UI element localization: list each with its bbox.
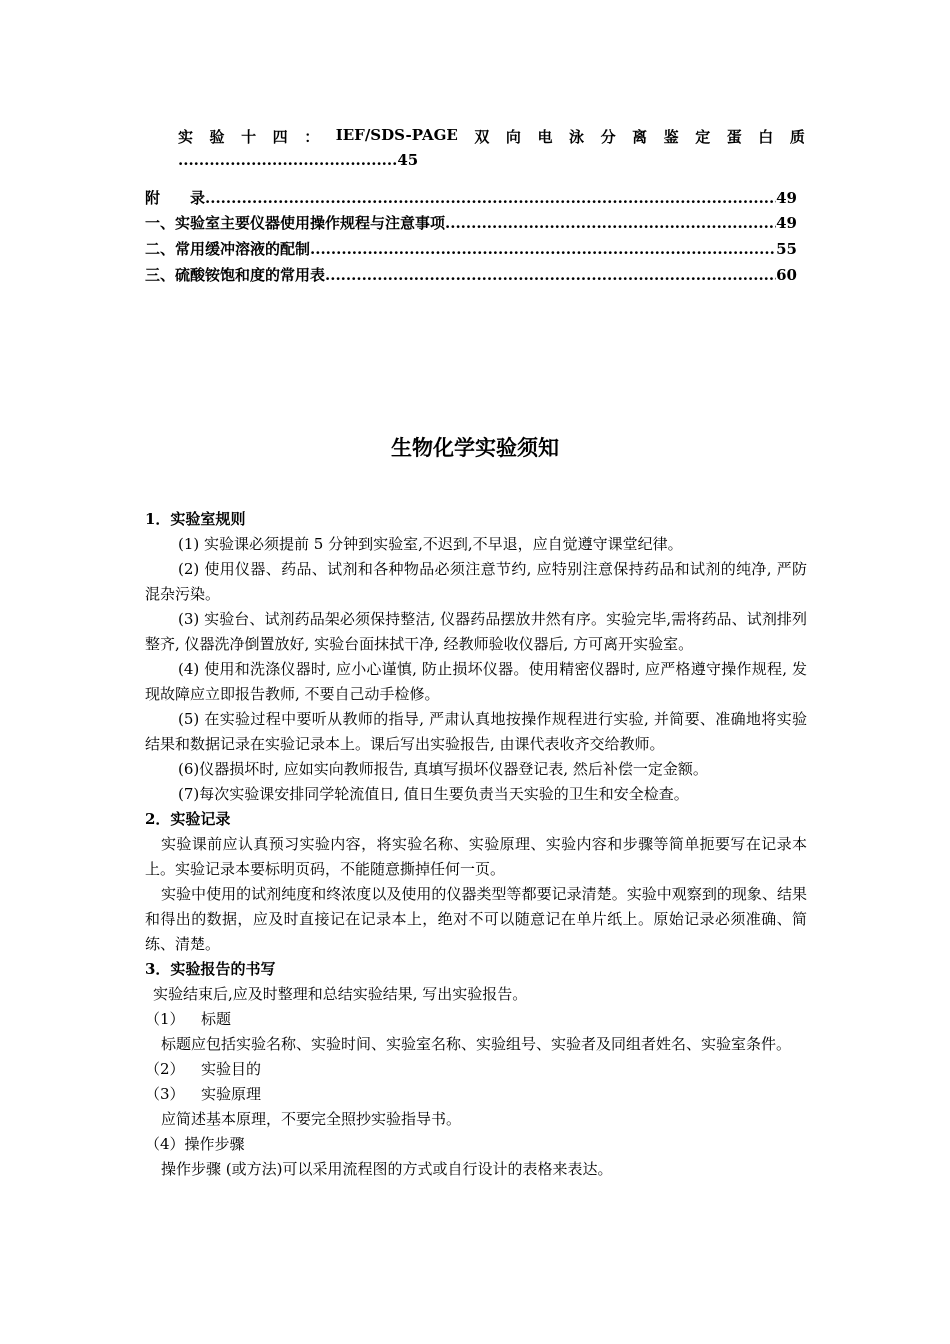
toc-title: 三、硫酸铵饱和度的常用表 — [145, 266, 326, 284]
toc-char: 分 — [600, 128, 616, 146]
toc-entry-exp14[interactable] — [178, 126, 805, 147]
toc-char: 实 — [178, 128, 194, 146]
toc-entry-appendix[interactable] — [145, 187, 797, 208]
toc-title: 一、实验室主要仪器使用操作规程与注意事项 — [145, 214, 446, 232]
item-label: 操作步骤 — [184, 1135, 245, 1153]
toc-char: 四 — [272, 128, 288, 146]
item-number: （1） — [145, 1010, 185, 1028]
toc-char: 鉴 — [663, 128, 679, 146]
toc-dots — [310, 240, 776, 258]
paragraph: (1) 实验课必须提前 5 分钟到实验室,不迟到,不早退，应自觉遵守课堂纪律。 — [178, 535, 683, 553]
toc-entry-buffers[interactable] — [145, 238, 797, 259]
item-number: （2） — [145, 1060, 185, 1078]
report-item — [145, 1057, 807, 1082]
section-heading: 2．实验记录 — [145, 810, 231, 828]
page-title: 生物化学实验须知 — [391, 435, 559, 460]
toc-title: 附 录 — [145, 189, 206, 207]
toc-char: 向 — [505, 128, 521, 146]
report-item — [145, 1082, 807, 1107]
paragraph: (6)仪器损坏时, 应如实向教师报告, 真填写损坏仪器登记表, 然后补偿一定金额。 — [178, 760, 708, 778]
paragraph: 应简述基本原理，不要完全照抄实验指导书。 — [161, 1110, 462, 1128]
section-heading: 3．实验报告的书写 — [145, 960, 276, 978]
toc-char: 定 — [695, 128, 711, 146]
paragraph: (2) 使用仪器、药品、试剂和各种物品必须注意节约, 应特别注意保持药品和试剂的纯净, 严防混杂污染。 — [145, 560, 807, 603]
paragraph: (3) 实验台、试剂药品架必须保持整洁, 仪器药品摆放井然有序。实验完毕,需将药品、试剂排列整齐, 仪器洗净倒置放好, 实验台面抹拭干净, 经教师验收仪器后, 方可离开实验室。 — [145, 610, 807, 653]
toc-page-number: 49 — [776, 214, 797, 232]
paragraph: 实验中使用的试剂纯度和终浓度以及使用的仪器类型等都要记录清楚。实验中观察到的现象、结果和得出的数据，应及时直接记在记录本上，绝对不可以随意记在单片纸上。原始记录必须准确、简练、清楚。 — [145, 885, 807, 953]
report-item — [145, 1007, 807, 1032]
paragraph: (7)每次实验课安排同学轮流值日, 值日生要负责当天实验的卫生和安全检查。 — [178, 785, 689, 803]
toc-char: 泳 — [569, 128, 585, 146]
item-number: （4） — [145, 1135, 185, 1153]
toc-char: 电 — [537, 128, 553, 146]
toc-char: 验 — [209, 128, 225, 146]
toc-char: IEF/SDS-PAGE — [335, 126, 458, 144]
item-number: （3） — [145, 1085, 185, 1103]
item-label: 实验原理 — [201, 1085, 262, 1103]
paragraph: 实验课前应认真预习实验内容，将实验名称、实验原理、实验内容和步骤等简单扼要写在记录本上。实验记录本要标明页码，不能随意撕掉任何一页。 — [145, 835, 807, 878]
paragraph: 实验结束后,应及时整理和总结实验结果, 写出实验报告。 — [153, 985, 528, 1003]
toc-char: 离 — [632, 128, 648, 146]
toc-page-number: 60 — [776, 266, 797, 284]
section-heading: 1．实验室规则 — [145, 510, 246, 528]
section-lab-rules — [145, 507, 807, 1182]
toc-dots — [205, 189, 776, 207]
toc-char: 蛋 — [726, 128, 742, 146]
toc-page-number: 55 — [776, 240, 797, 258]
item-label: 标题 — [201, 1010, 232, 1028]
toc-page-number: 49 — [776, 189, 797, 207]
toc-char: 质 — [789, 128, 805, 146]
toc-char: 十 — [241, 128, 257, 146]
toc-dots: .......................................... — [178, 151, 398, 169]
paragraph: (4) 使用和洗涤仪器时, 应小心谨慎, 防止损坏仪器。使用精密仪器时, 应严格遵守操作规程, 发现故障应立即报告教师, 不要自己动手检修。 — [145, 660, 807, 703]
toc-char: ： — [304, 128, 320, 146]
toc-char: 双 — [474, 128, 490, 146]
report-item — [145, 1132, 807, 1157]
toc-entry-instruments[interactable] — [145, 212, 797, 233]
paragraph: 标题应包括实验名称、实验时间、实验室名称、实验组号、实验者及同组者姓名、实验室条件。 — [161, 1035, 792, 1053]
toc-char: 白 — [758, 128, 774, 146]
item-label: 实验目的 — [201, 1060, 262, 1078]
toc-dots — [445, 214, 776, 232]
toc-title: 二、常用缓冲溶液的配制 — [145, 240, 311, 258]
toc-entry-exp14-page-line — [178, 151, 418, 169]
toc-dots — [325, 266, 776, 284]
toc-entry-ammonium-sulfate[interactable] — [145, 264, 797, 285]
paragraph: 操作步骤 (或方法)可以采用流程图的方式或自行设计的表格来表达。 — [161, 1160, 613, 1178]
toc-page-number: 45 — [397, 151, 419, 169]
paragraph: (5) 在实验过程中要听从教师的指导, 严肃认真地按操作规程进行实验, 并简要、准确地将实验结果和数据记录在实验记录本上。课后写出实验报告, 由课代表收齐交给教师。 — [145, 710, 807, 753]
